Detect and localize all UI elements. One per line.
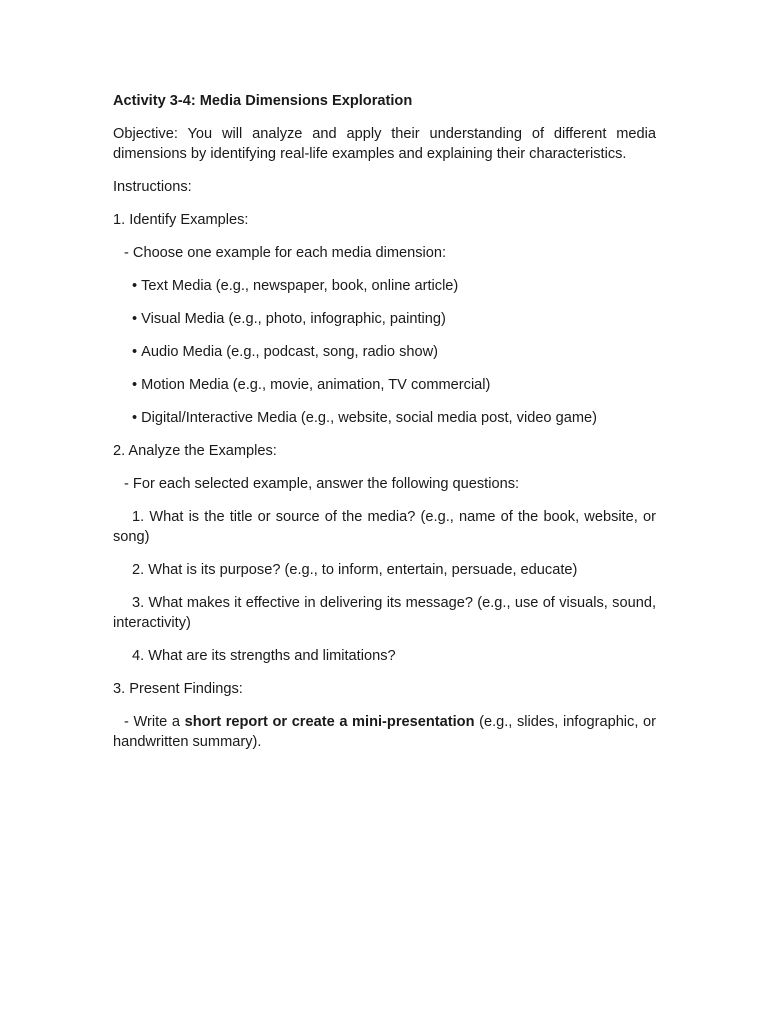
list-item-text: Motion Media (e.g., movie, animation, TV commercial) bbox=[141, 377, 491, 393]
question-item bbox=[113, 646, 656, 666]
list-item bbox=[113, 309, 656, 329]
list-item bbox=[113, 342, 656, 362]
question-text: 2. What is its purpose? (e.g., to inform, entertain, persuade, educate) bbox=[132, 562, 578, 578]
bullet-icon: • bbox=[132, 410, 138, 426]
document-title: Activity 3-4: Media Dimensions Exploration bbox=[113, 93, 413, 109]
step2-heading: 2. Analyze the Examples: bbox=[113, 443, 277, 459]
step3-prefix: - Write a bbox=[124, 714, 185, 730]
bullet-icon: • bbox=[132, 311, 138, 327]
bullet-icon: • bbox=[132, 344, 138, 360]
step3-bold-text: short report or create a mini-presentation bbox=[184, 714, 475, 730]
bullet-icon: • bbox=[132, 278, 138, 294]
bullet-icon: • bbox=[132, 377, 138, 393]
list-item-text: Audio Media (e.g., podcast, song, radio show) bbox=[141, 344, 439, 360]
list-item-text: Digital/Interactive Media (e.g., website, social media post, video game) bbox=[141, 410, 597, 426]
document-page bbox=[113, 91, 656, 765]
step3-heading: 3. Present Findings: bbox=[113, 681, 243, 697]
instructions-label: Instructions: bbox=[113, 179, 192, 195]
question-text: 4. What are its strengths and limitations? bbox=[132, 648, 396, 664]
list-item bbox=[113, 408, 656, 428]
question-text: 3. What makes it effective in delivering its message? (e.g., use of visuals, sound, interactivity) bbox=[113, 595, 656, 631]
list-item-text: Text Media (e.g., newspaper, book, online article) bbox=[141, 278, 459, 294]
list-item bbox=[113, 276, 656, 296]
question-text: 1. What is the title or source of the media? (e.g., name of the book, website, or song) bbox=[113, 509, 656, 545]
objective-paragraph: Objective: You will analyze and apply their understanding of different media dimensions by identifying real-life examples and explaining their characteristics. bbox=[113, 126, 656, 162]
step3-instruction bbox=[113, 712, 656, 752]
list-item-text: Visual Media (e.g., photo, infographic, painting) bbox=[141, 311, 446, 327]
step1-intro: - Choose one example for each media dimension: bbox=[124, 245, 447, 261]
step1-heading: 1. Identify Examples: bbox=[113, 212, 249, 228]
step2-intro: - For each selected example, answer the following questions: bbox=[124, 476, 520, 492]
question-item bbox=[113, 560, 656, 580]
step3-suffix: (e.g., slides, infographic, or handwritten summary). bbox=[113, 714, 656, 750]
list-item bbox=[113, 375, 656, 395]
question-item bbox=[113, 507, 656, 547]
question-item bbox=[113, 593, 656, 633]
